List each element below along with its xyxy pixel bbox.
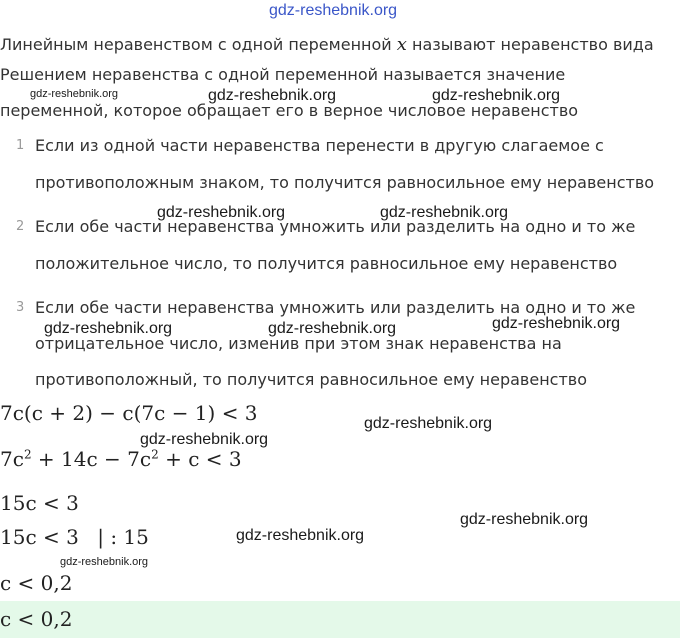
answer-box — [0, 601, 680, 638]
step-expression: 7c(c + 2) − c(7c − 1) < 3 — [0, 401, 258, 425]
rule-text: Если из одной части неравенства перенести в другую слагаемое с — [35, 136, 604, 155]
watermark: gdz-reshebnik.org — [236, 527, 365, 544]
variable-x: x — [396, 34, 407, 55]
watermark: gdz-reshebnik.org — [157, 204, 286, 221]
step-result: c < 0,2 — [0, 571, 73, 595]
rule-number: 2 — [16, 219, 25, 234]
rule-number: 1 — [16, 138, 25, 153]
term: + c < 3 — [158, 447, 242, 471]
watermark: gdz-reshebnik.org — [492, 315, 621, 332]
watermark: gdz-reshebnik.org — [460, 511, 589, 528]
watermark: gdz-reshebnik.org — [140, 431, 269, 448]
rule-text: противоположным знаком, то получится равносильное ему неравенство — [35, 173, 655, 192]
exponent: 2 — [23, 447, 32, 462]
solution-definition-line2: переменной, которое обращает его в верное числовое неравенство — [0, 101, 579, 120]
term: 7c — [0, 447, 24, 471]
definition-text: Линейным неравенством с одной переменной — [0, 35, 392, 54]
watermark: gdz-reshebnik.org — [268, 320, 397, 337]
watermark: gdz-reshebnik.org — [208, 87, 337, 104]
step-expanded — [0, 447, 242, 471]
divide-annotation: | : 15 — [97, 525, 149, 549]
step-simplified: 15c < 3 — [0, 491, 79, 515]
watermark: gdz-reshebnik.org — [44, 320, 173, 337]
definition-text-end: называют неравенство вида — [412, 35, 654, 54]
watermark: gdz-reshebnik.org — [269, 2, 398, 19]
rule-text: отрицательное число, изменив при этом знак неравенства на — [35, 334, 562, 353]
step-divide — [0, 525, 149, 549]
rule-text: Если обе части неравенства умножить или разделить на одно и то же — [35, 298, 636, 317]
watermark: gdz-reshebnik.org — [432, 87, 561, 104]
definition-line — [0, 34, 654, 55]
rule-text: Если обе части неравенства умножить или разделить на одно и то же — [35, 217, 636, 236]
solution-definition-line1: Решением неравенства с одной переменной называется значение — [0, 65, 566, 84]
rule-number: 3 — [16, 300, 25, 315]
watermark: gdz-reshebnik.org — [30, 88, 119, 100]
watermark: gdz-reshebnik.org — [380, 204, 509, 221]
rule-text: противоположный, то получится равносильное ему неравенство — [35, 370, 587, 389]
watermark: gdz-reshebnik.org — [60, 556, 149, 568]
term: + 14c − 7c — [31, 447, 152, 471]
answer-text: c < 0,2 — [0, 607, 73, 631]
rule-text: положительное число, то получится равносильное ему неравенство — [35, 254, 618, 273]
exponent: 2 — [151, 447, 159, 462]
term: 15c < 3 — [0, 525, 79, 549]
watermark: gdz-reshebnik.org — [364, 415, 493, 432]
